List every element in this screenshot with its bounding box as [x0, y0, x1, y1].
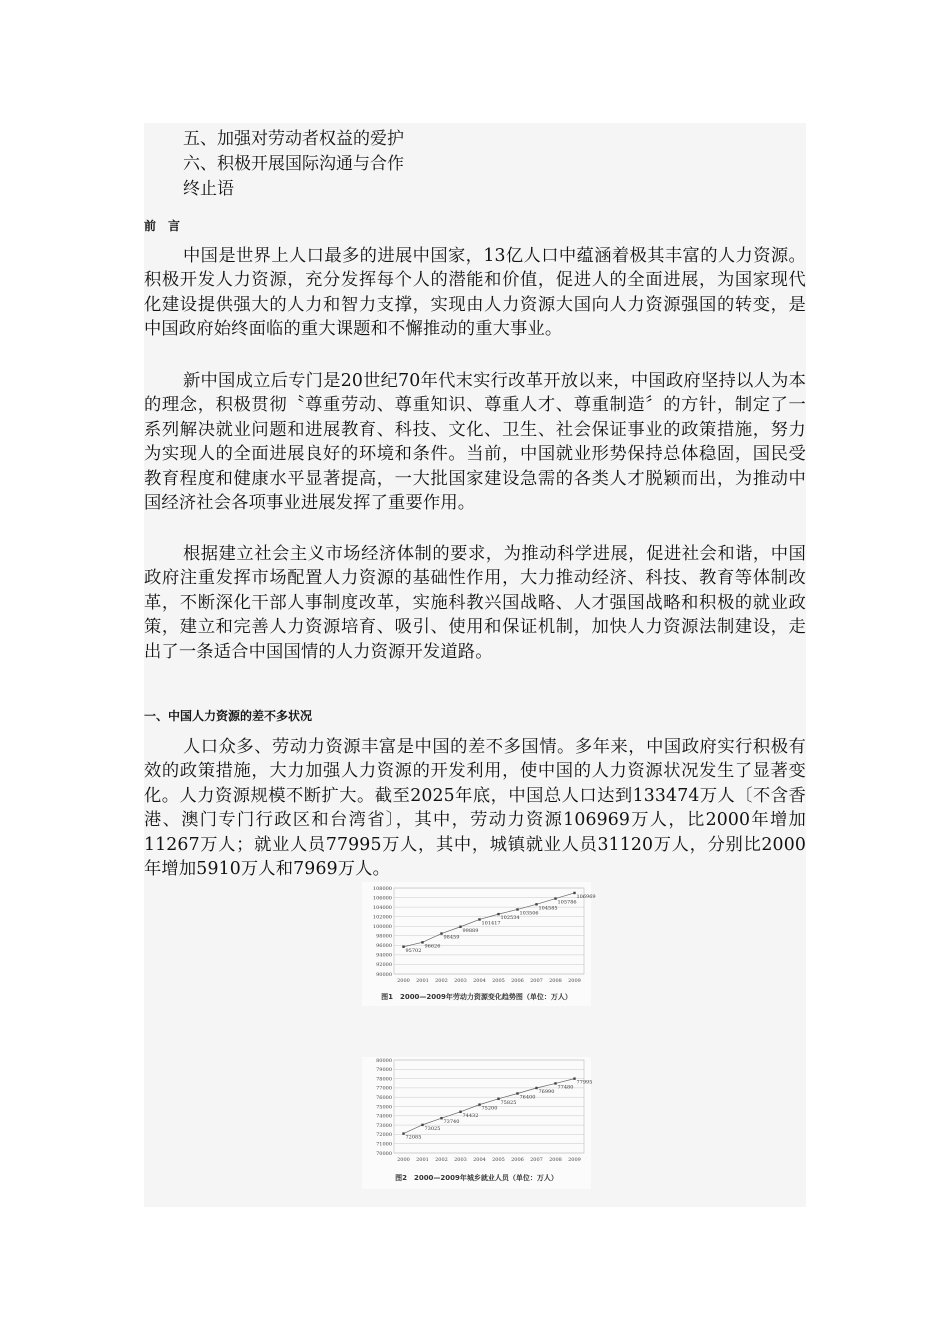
data-point	[440, 1117, 442, 1119]
data-label: 105786	[557, 899, 577, 906]
y-tick-label: 77000	[376, 1085, 392, 1092]
data-point	[573, 1077, 575, 1079]
y-tick-label: 76000	[376, 1095, 392, 1101]
data-point	[516, 1092, 518, 1094]
data-label: 76990	[538, 1088, 555, 1095]
x-tick-label: 2006	[511, 1157, 524, 1163]
data-point	[459, 1111, 461, 1113]
data-label: 102534	[500, 915, 520, 922]
x-tick-label: 2004	[473, 1157, 486, 1163]
data-label: 104585	[538, 905, 558, 912]
preface-paragraph-3: 根据建立社会主义市场经济体制的要求，为推动科学进展，促进社会和谐，中国政府注重发挥市场配置人力资源的基础性作用，大力推动经济、科技、教育等体制改革，不断深化干部人事制度改革，实施科教兴国战略、人才强国战略和积极的就业政策，建立和完善人力资源培育、吸引、使用和保证机制，加快人力资源法制建设，走出了一条适合中国国情的人力资源开发道路。	[144, 544, 806, 662]
y-tick-label: 78000	[376, 1076, 392, 1083]
data-label: 96626	[424, 943, 441, 950]
x-tick-label: 2007	[530, 978, 543, 984]
data-label: 101417	[481, 920, 501, 927]
data-point	[478, 1103, 480, 1105]
data-point	[535, 1087, 537, 1089]
x-tick-label: 2000	[397, 1157, 410, 1163]
y-tick-label: 73000	[376, 1122, 392, 1129]
data-label: 95702	[405, 947, 422, 954]
data-label: 75200	[481, 1105, 498, 1112]
chart-employed-persons-plot	[362, 1057, 591, 1169]
data-label: 106969	[576, 893, 596, 900]
y-tick-label: 74000	[376, 1113, 392, 1120]
y-tick-label: 100000	[372, 924, 392, 931]
data-label: 77480	[557, 1084, 574, 1091]
chart-labor-resources	[362, 882, 596, 1006]
data-label: 76400	[519, 1094, 536, 1101]
y-tick-label: 79000	[376, 1067, 392, 1074]
x-tick-label: 2007	[530, 1157, 543, 1163]
data-point	[459, 926, 461, 928]
x-tick-label: 2002	[435, 978, 448, 984]
data-point	[402, 946, 404, 948]
preface-paragraph-2: 新中国成立后专门是20世纪70年代末实行改革开放以来，中国政府坚持以人为本的理念，积极贯彻〝尊重劳动、尊重知识、尊重人才、尊重制造〞的方针，制定了一系列解决就业问题和进展教育、科技、文化、卫生、社会保证事业的政策措施，努力为实现人的全面进展良好的环境和条件。当前，中国就业形势保持总体稳固，国民受教育程度和健康水平显著提高，一大批国家建设急需的各类人才脱颖而出，为推动中国经济社会各项事业进展发挥了重要作用。	[144, 371, 806, 514]
data-label: 99889	[462, 927, 479, 934]
x-tick-label: 2008	[549, 978, 562, 984]
y-tick-label: 75000	[376, 1104, 392, 1111]
y-tick-label: 106000	[372, 895, 392, 902]
x-tick-label: 2005	[492, 1157, 505, 1163]
y-tick-label: 102000	[372, 914, 392, 921]
y-tick-label: 72000	[376, 1132, 392, 1139]
x-tick-label: 2006	[511, 978, 524, 984]
data-point	[421, 1124, 423, 1126]
y-tick-label: 96000	[376, 943, 392, 950]
x-tick-label: 2009	[568, 1157, 581, 1163]
x-tick-label: 2001	[416, 978, 429, 984]
toc-item-6: 六、积极开展国际沟通与合作	[183, 154, 404, 174]
toc-item-5: 五、加强对劳动者权益的爱护	[183, 129, 404, 149]
data-point	[535, 903, 537, 905]
preface-heading: 前 言	[144, 219, 181, 233]
preface-paragraph-1: 中国是世界上人口最多的进展中国家，13亿人口中蕴涵着极其丰富的人力资源。积极开发人力资源，充分发挥每个人的潜能和价值，促进人的全面进展，为国家现代化建设提供强大的人力和智力支撑，实现由人力资源大国向人力资源强国的转变，是中国政府始终面临的重大课题和不懈推动的重大事业。	[144, 246, 806, 340]
x-tick-label: 2004	[473, 978, 486, 984]
data-point	[554, 897, 556, 899]
x-tick-label: 2002	[435, 1157, 448, 1163]
data-label: 72085	[405, 1134, 422, 1141]
chart-employed-persons-caption: 图2 2000—2009年城乡就业人员（单位：万人）	[395, 1174, 558, 1182]
data-point	[440, 932, 442, 934]
data-point	[421, 941, 423, 943]
y-tick-label: 108000	[372, 885, 392, 892]
section1-paragraph-1: 人口众多、劳动力资源丰富是中国的差不多国情。多年来，中国政府实行积极有效的政策措施，大力加强人力资源的开发利用，使中国的人力资源状况发生了显著变化。人力资源规模不断扩大。截至2025年底，中国总人口达到133474万人〔不含香港、澳门专门行政区和台湾省〕，其中，劳动力资源106969万人，比2000年增加11267万人；就业人员77995万人，其中，城镇就业人员31120万人，分别比2000年增加5910万人和7969万人。	[144, 737, 806, 880]
data-point	[402, 1132, 404, 1134]
x-tick-label: 2005	[492, 978, 505, 984]
data-label: 77995	[576, 1079, 593, 1086]
y-tick-label: 92000	[376, 962, 392, 969]
x-tick-label: 2003	[454, 978, 467, 984]
chart-labor-resources-plot	[362, 882, 596, 990]
x-tick-label: 2003	[454, 1157, 467, 1163]
data-label: 75825	[500, 1099, 517, 1106]
y-tick-label: 80000	[376, 1057, 392, 1064]
y-tick-label: 94000	[376, 952, 392, 959]
y-tick-label: 71000	[376, 1141, 392, 1148]
data-point	[554, 1082, 556, 1084]
data-label: 98459	[443, 934, 460, 941]
data-point	[497, 1098, 499, 1100]
plot-frame	[394, 888, 584, 974]
y-tick-label: 98000	[376, 933, 392, 940]
data-label: 103506	[519, 910, 539, 917]
data-point	[573, 892, 575, 894]
y-tick-label: 104000	[372, 904, 392, 911]
data-point	[516, 908, 518, 910]
x-tick-label: 2009	[568, 978, 581, 984]
data-point	[478, 918, 480, 920]
chart-labor-resources-caption: 图1 2000—2009年劳动力资源变化趋势图（单位：万人）	[381, 993, 572, 1001]
toc-item-conclusion: 终止语	[183, 179, 234, 199]
y-tick-label: 90000	[376, 971, 392, 978]
data-label: 73025	[424, 1125, 441, 1132]
y-tick-label: 70000	[376, 1150, 392, 1157]
chart-employed-persons	[362, 1057, 591, 1189]
x-tick-label: 2001	[416, 1157, 429, 1163]
data-point	[497, 913, 499, 915]
data-label: 73740	[443, 1119, 460, 1126]
x-tick-label: 2008	[549, 1157, 562, 1163]
section1-heading: 一、中国人力资源的差不多状况	[144, 709, 313, 723]
data-label: 74432	[462, 1112, 479, 1119]
x-tick-label: 2000	[397, 978, 410, 984]
